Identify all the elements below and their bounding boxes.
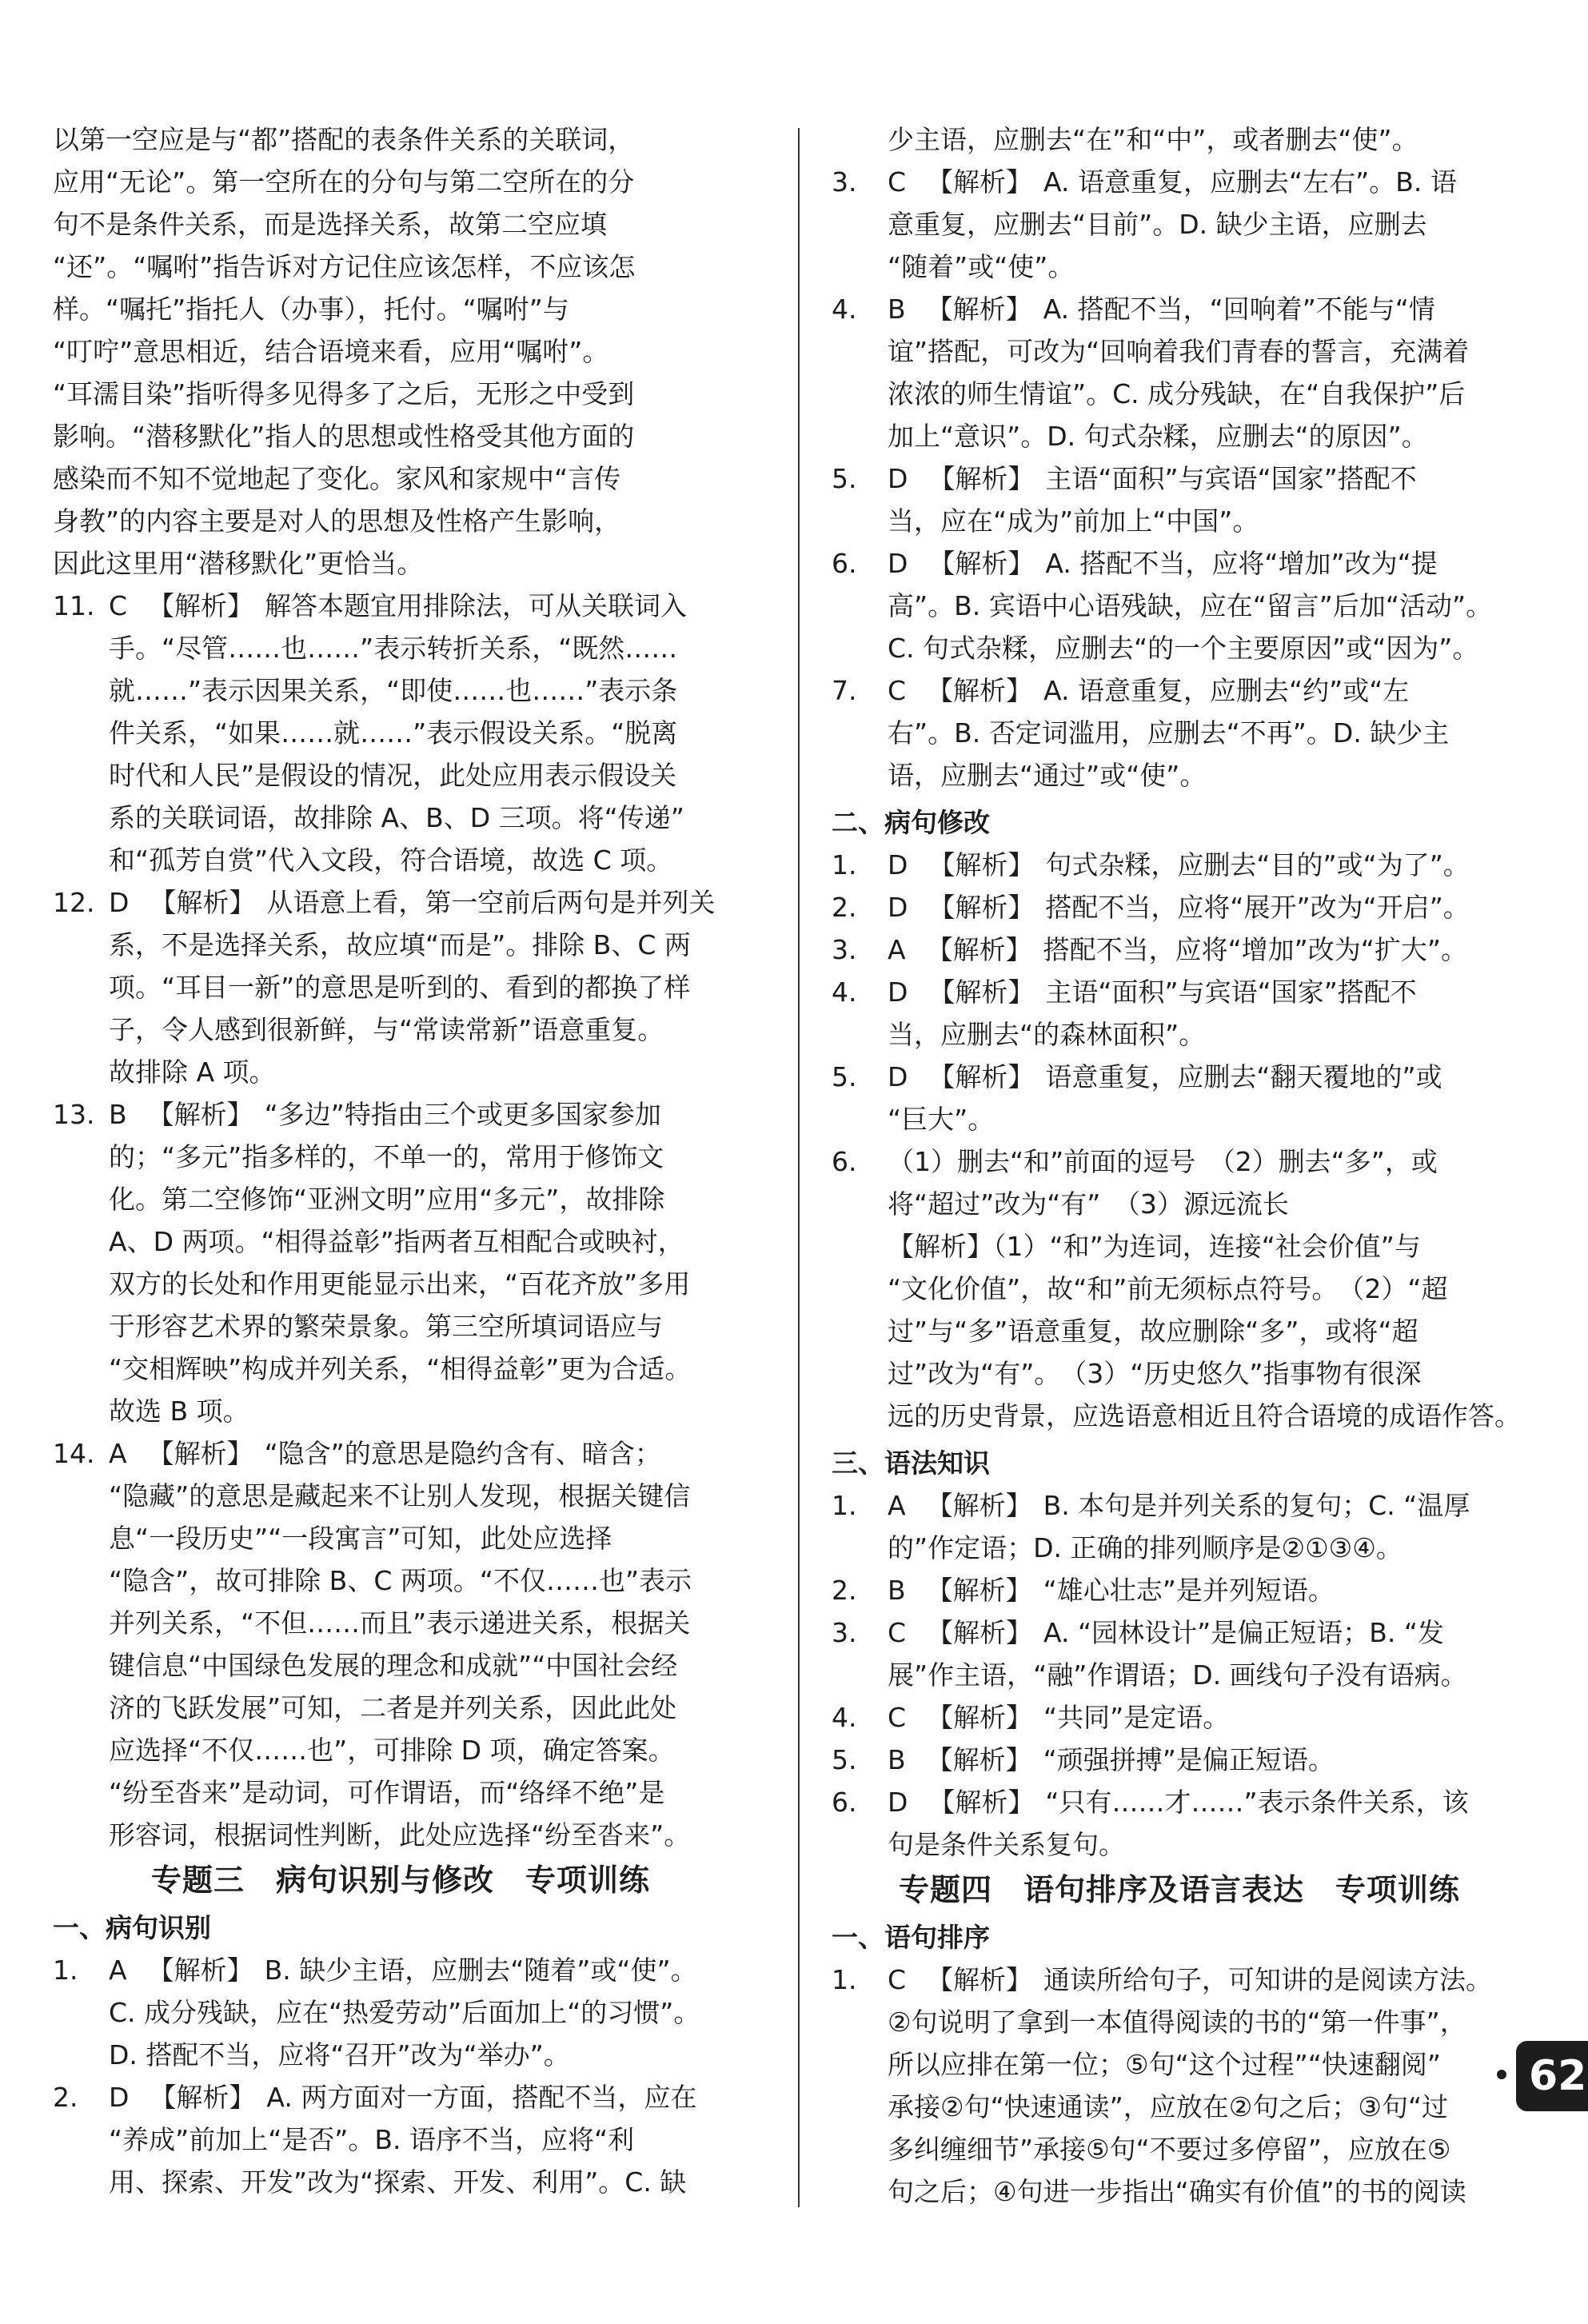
- analysis-tag: 【解析】: [927, 166, 1033, 198]
- text-line: 影响。“潜移默化”指人的思想或性格受其他方面的: [53, 421, 635, 452]
- line-text: A. “园林设计”是偏正短语；B. “发: [1043, 1617, 1444, 1648]
- answer-item: [832, 1569, 1527, 1611]
- item-number: 14.: [53, 1438, 95, 1469]
- item-number: 7.: [832, 675, 857, 706]
- text-line: “耳濡目染”指听得多见得多了之后，无形之中受到: [53, 378, 635, 409]
- analysis-tag: 【解析】: [928, 1787, 1035, 1818]
- analysis-tag: 【解析】: [927, 1964, 1033, 1995]
- answer-letter: D: [888, 976, 908, 1008]
- analysis-tag: 【解析】: [927, 675, 1033, 706]
- item-number: 4.: [832, 1702, 857, 1733]
- line-text: 搭配不当，应将“展开”改为“开启”。: [1045, 892, 1470, 923]
- text-line: D. 搭配不当，应将“召开”改为“举办”。: [109, 2039, 570, 2070]
- answer-letter: C: [888, 1617, 907, 1648]
- line-text: “雄心壮志”是并列短语。: [1043, 1575, 1335, 1606]
- text-line: 系的关联词语，故排除 A、B、D 三项。将“传递”: [109, 802, 684, 833]
- text-line: 将“超过”改为“有” （3）源远流长: [888, 1188, 1289, 1220]
- item-number: 1.: [832, 1964, 857, 1995]
- line-text: A. 两方面对一方面，搭配不当，应在: [266, 2082, 697, 2113]
- text-line: 的”作定语；D. 正确的排列顺序是②①③④。: [888, 1532, 1402, 1563]
- text-line: 以第一空应是与“都”搭配的表条件关系的关联词，: [53, 124, 635, 155]
- text-line: 样。“嘱托”指托人（办事），托付。“嘱咐”与: [53, 293, 569, 325]
- line-text: 语意重复，应删去“翻天覆地的”或: [1045, 1061, 1442, 1092]
- text-line: [888, 886, 1527, 928]
- answer-item: [832, 457, 1527, 542]
- line-text: 解答本题宜用排除法，可从关联词入: [265, 590, 688, 621]
- text-line: [888, 1056, 1527, 1098]
- item-number: 5.: [832, 1061, 857, 1092]
- analysis-tag: 【解析】: [928, 976, 1035, 1008]
- answer-item: [832, 288, 1527, 457]
- text-line: “叮咛”意思相近，结合语境来看，应用“嘱咐”。: [53, 336, 609, 367]
- answer-letter: A: [888, 1490, 906, 1521]
- text-line: “纷至沓来”是动词，可作谓语，而“络绎不绝”是: [109, 1777, 665, 1808]
- answer-letter: D: [888, 548, 908, 579]
- text-line: 远的历史背景，应选语意相近且符合语境的成语作答。: [888, 1400, 1521, 1432]
- text-line: 当，应删去“的森林面积”。: [888, 1019, 1206, 1050]
- answer-item: [832, 1959, 1527, 2213]
- page-dot: [1497, 2070, 1506, 2079]
- line-text: “隐含”的意思是隐约含有、暗含；: [264, 1438, 661, 1469]
- line-text: B. 缺少主语，应删去“随着”或“使”。: [264, 1955, 697, 1986]
- section-heading-2: 二、病句修改: [832, 807, 990, 838]
- answer-item: [832, 971, 1527, 1056]
- answer-letter: C: [888, 675, 907, 706]
- answer-item: [832, 928, 1527, 971]
- text-line: 故排除 A 项。: [109, 1056, 276, 1088]
- text-line: 系，不是选择关系，故应填“而是”。排除 B、C 两: [109, 929, 691, 960]
- text-line: 济的飞跃发展”可知，二者是并列关系，因此此处: [109, 1692, 677, 1723]
- item-number: 6.: [832, 1146, 857, 1177]
- line-text: “共同”是定语。: [1043, 1702, 1230, 1733]
- text-line: [109, 1432, 748, 1475]
- analysis-tag: 【解析】: [148, 590, 254, 621]
- analysis-tag: 【解析】: [147, 1438, 253, 1469]
- text-line: 时代和人民”是假设的情况，此处应用表示假设关: [109, 760, 677, 791]
- text-line: “文化价值”，故“和”前无须标点符号。 （2）“超: [888, 1273, 1448, 1304]
- answer-letter: B: [888, 1575, 906, 1606]
- line-text: 搭配不当，应将“增加”改为“扩大”。: [1043, 934, 1467, 965]
- text-line: [888, 971, 1527, 1013]
- section-heading-1: 一、病句识别: [53, 1912, 211, 1943]
- section-heading-4: 一、语句排序: [832, 1922, 990, 1953]
- answer-list-sentence-identification-right: [832, 161, 1527, 797]
- item-number: 3.: [832, 166, 857, 198]
- text-line: 并列关系，“不但……而且”表示递进关系，根据关: [109, 1607, 691, 1639]
- answer-letter: A: [109, 1438, 127, 1469]
- text-line: [888, 1696, 1527, 1739]
- text-line: 因此这里用“潜移默化”更恰当。: [53, 548, 424, 579]
- line-text: 句式杂糅，应删去“目的”或“为了”。: [1045, 849, 1470, 880]
- answer-item: [53, 1432, 748, 1856]
- answer-item-6-correction: [832, 1140, 1527, 1437]
- text-line: [109, 881, 748, 924]
- continued-line: 少主语，应删去“在”和“中”，或者删去“使”。: [888, 124, 1418, 155]
- text-line: 承接②句“快速通读”，应放在②句之后；③句“过: [888, 2091, 1449, 2122]
- analysis-tag: 【解析】: [926, 1744, 1032, 1775]
- answer-letter: D: [888, 892, 908, 923]
- analysis-tag: 【解析】: [926, 1575, 1032, 1606]
- text-line: C. 成分残缺，应在“热爱劳动”后面加上“的习惯”。: [109, 1997, 700, 2028]
- text-line: 加上“意识”。D. 句式杂糅，应删去“的原因”。: [888, 421, 1428, 452]
- line-text: 主语“面积”与宾语“国家”搭配不: [1045, 976, 1417, 1008]
- text-line: “交相辉映”构成并列关系，“相得益彰”更为合适。: [109, 1353, 692, 1384]
- answer-letter: D: [888, 463, 908, 494]
- text-line: 应用“无论”。第一空所在的分句与第二空所在的分: [53, 166, 635, 198]
- topic-3-title: 专题三 病句识别与修改 专项训练: [150, 1863, 650, 1898]
- text-line: 应选择“不仅……也”，可排除 D 项，确定答案。: [109, 1735, 675, 1766]
- answer-item: [53, 881, 748, 1093]
- item-number: 2.: [53, 2082, 78, 2113]
- analysis-tag: 【解析】: [147, 1099, 253, 1130]
- analysis-tag: 【解析】: [928, 849, 1035, 880]
- text-line: [888, 844, 1527, 886]
- text-line: “隐藏”的意思是藏起来不让别人发现，根据关键信: [109, 1480, 691, 1511]
- line-text: A. 语意重复，应删去“约”或“左: [1043, 675, 1410, 706]
- item-number: 1.: [832, 849, 857, 880]
- text-line: [888, 288, 1527, 330]
- answer-letter: B: [109, 1099, 127, 1130]
- text-line: 过”与“多”语意重复，故应删除“多”，或将“超: [888, 1316, 1418, 1347]
- text-line: 和“孤芳自赏”代入文段，符合语境，故选 C 项。: [109, 845, 673, 876]
- analysis-tag: 【解析】: [926, 1490, 1032, 1521]
- item-number: 1.: [53, 1955, 78, 1986]
- answer-list-sentence-ordering: [832, 1959, 1527, 2213]
- text-line: [888, 669, 1527, 712]
- intro-paragraph: [53, 118, 748, 585]
- item-number: 5.: [832, 1744, 857, 1775]
- answer-letter: A: [109, 1955, 127, 1986]
- text-line: 句不是条件关系，而是选择关系，故第二空应填: [53, 209, 607, 240]
- line-text: 从语意上看，第一空前后两句是并列关: [266, 887, 716, 918]
- analysis-tag: 【解析】: [926, 293, 1032, 325]
- text-line: [109, 2076, 748, 2118]
- text-line: 展”作主语，“融”作谓语；D. 画线句子没有语病。: [888, 1659, 1467, 1691]
- text-line: （1）删去“和”前面的逗号 （2）删去“多”，或: [888, 1146, 1438, 1177]
- text-line: 浓浓的师生情谊”。C. 成分残缺，在“自我保护”后: [888, 378, 1466, 409]
- text-line: [888, 1959, 1527, 2001]
- text-line: C. 句式杂糅，应删去“的一个主要原因”或“因为”。: [888, 633, 1479, 664]
- text-line: 形容词，根据词性判断，此处应选择“纷至沓来”。: [109, 1819, 691, 1851]
- text-line: [888, 457, 1527, 500]
- answer-letter: D: [888, 1061, 908, 1092]
- answer-letter: D: [888, 849, 908, 880]
- text-line: 手。“尽管……也……”表示转折关系，“既然……: [109, 633, 678, 664]
- answer-item: [832, 886, 1527, 928]
- text-line: 高”。B. 宾语中心语残缺，应在“留言”后加“活动”。: [888, 590, 1493, 621]
- text-line: “养成”前加上“是否”。B. 语序不当，应将“利: [109, 2124, 635, 2155]
- text-line: 故选 B 项。: [109, 1396, 249, 1427]
- text-line: 化。第二空修饰“亚洲文明”应用“多元”，故排除: [109, 1184, 665, 1215]
- answer-item: [832, 1056, 1527, 1140]
- page-number: 62: [1516, 2041, 1588, 2111]
- text-line: 于形容艺术界的繁荣景象。第三空所填词语应与: [109, 1311, 663, 1342]
- item-number: 12.: [53, 887, 95, 918]
- text-line: “随着”或“使”。: [888, 251, 1075, 282]
- answer-item: [832, 1484, 1527, 1569]
- text-line: 句是条件关系复句。: [888, 1829, 1125, 1860]
- text-line: 息“一段历史”“一段寓言”可知，此处应选择: [109, 1523, 612, 1554]
- text-line: 项。“耳目一新”的意思是听到的、看到的都换了样: [109, 972, 691, 1003]
- text-line: [888, 1569, 1527, 1611]
- answer-letter: D: [888, 1787, 908, 1818]
- topic-4-title: 专题四 语句排序及语言表达 专项训练: [898, 1872, 1460, 1907]
- item-number: 1.: [832, 1490, 857, 1521]
- answer-item: [53, 1093, 748, 1432]
- item-number: 11.: [53, 590, 95, 621]
- text-line: 右”。B. 否定词滥用，应删去“不再”。D. 缺少主: [888, 717, 1450, 749]
- analysis-tag: 【解析】: [928, 892, 1035, 923]
- text-line: ②句说明了拿到一本值得阅读的书的“第一件事”，: [888, 2007, 1466, 2038]
- text-line: 键信息“中国绿色发展的理念和成就”“中国社会经: [109, 1650, 678, 1681]
- answer-letter: C: [888, 166, 907, 198]
- text-line: [888, 1781, 1527, 1823]
- answer-letter: C: [888, 1964, 907, 1995]
- text-line: 用、探索、开发”改为“探索、开发、利用”。C. 缺: [109, 2166, 687, 2198]
- text-line: 句之后；④句进一步指出“确实有价值”的书的阅读: [888, 2176, 1466, 2207]
- section-heading-3: 三、语法知识: [832, 1448, 990, 1479]
- text-line: 就……”表示因果关系，“即使……也……”表示条: [109, 675, 678, 706]
- text-line: 【解析】（1）“和”为连词，连接“社会价值”与: [888, 1231, 1421, 1262]
- text-line: [109, 1949, 748, 1991]
- line-text: “多边”特指由三个或更多国家参加: [264, 1099, 661, 1130]
- item-number: 13.: [53, 1099, 95, 1130]
- line-text: A. 语意重复，应删去“左右”。B. 语: [1043, 166, 1457, 198]
- answer-item: [832, 161, 1527, 288]
- line-text: 通读所给句子，可知讲的是阅读方法。: [1043, 1964, 1493, 1995]
- answer-letter: D: [109, 2082, 130, 2113]
- item-number: 2.: [832, 1575, 857, 1606]
- answer-letter: C: [888, 1702, 907, 1733]
- text-line: [888, 542, 1527, 585]
- text-line: [888, 928, 1527, 971]
- text-line: A、D 两项。“相得益彰”指两者互相配合或映衬，: [109, 1226, 684, 1257]
- answer-item: [832, 1696, 1527, 1739]
- left-column: [53, 118, 748, 2203]
- line-text: A. 搭配不当，“回响着”不能与“情: [1043, 293, 1435, 325]
- answer-letter: C: [109, 590, 128, 621]
- line-text: B. 本句是并列关系的复句；C. “温厚: [1043, 1490, 1470, 1521]
- text-line: 当，应在“成为”前加上“中国”。: [888, 505, 1259, 537]
- answer-item: [832, 844, 1527, 886]
- text-line: 所以应排在第一位；⑤句“这个过程”“快速翻阅”: [888, 2049, 1441, 2080]
- answer-item: [53, 2076, 748, 2203]
- text-line: [888, 1611, 1527, 1654]
- text-line: 意重复，应删去“目前”。D. 缺少主语，应删去: [888, 209, 1427, 240]
- text-line: [109, 1093, 748, 1136]
- answer-list-sentence-identification-left: [53, 1949, 748, 2203]
- line-text: A. 搭配不当，应将“增加”改为“提: [1045, 548, 1438, 579]
- item-number: 3.: [832, 1617, 857, 1648]
- analysis-tag: 【解析】: [927, 1617, 1033, 1648]
- text-line: 双方的长处和作用更能显示出来，“百花齐放”多用: [109, 1268, 691, 1300]
- answer-item: [832, 1781, 1527, 1866]
- text-line: 的；“多元”指多样的，不单一的，常用于修饰文: [109, 1141, 664, 1172]
- text-line: [888, 1484, 1527, 1527]
- text-line: 多纠缠细节”承接⑤句“不要过多停留”，应放在⑤: [888, 2134, 1451, 2165]
- answer-item: [53, 1949, 748, 2076]
- text-line: 过”改为“有”。 （3）“历史悠久”指事物有很深: [888, 1358, 1422, 1389]
- item-number: 2.: [832, 892, 857, 923]
- analysis-tag: 【解析】: [928, 548, 1035, 579]
- text-line: “还”。“嘱咐”指告诉对方记住应该怎样，不应该怎: [53, 251, 636, 282]
- item-number: 6.: [832, 1787, 857, 1818]
- line-text: 主语“面积”与宾语“国家”搭配不: [1045, 463, 1417, 494]
- analysis-tag: 【解析】: [926, 934, 1032, 965]
- text-line: [888, 1739, 1527, 1781]
- answer-item: [53, 585, 748, 881]
- answer-item: [832, 1611, 1527, 1696]
- answer-letter: B: [888, 293, 906, 325]
- text-line: 感染而不知不觉地起了变化。家风和家规中“言传: [53, 463, 621, 494]
- item-number: 5.: [832, 463, 857, 494]
- text-line: “隐含”，故可排除 B、C 两项。“不仅……也”表示: [109, 1565, 692, 1596]
- item-number: 6.: [832, 548, 857, 579]
- item-number: 4.: [832, 293, 857, 325]
- text-line: [109, 585, 748, 627]
- answer-item: [832, 669, 1527, 797]
- text-line: “巨大”。: [888, 1104, 995, 1135]
- text-line: 件关系，“如果……就……”表示假设关系。“脱离: [109, 717, 678, 749]
- analysis-tag: 【解析】: [147, 1955, 253, 1986]
- line-text: “只有……才……”表示条件关系，该: [1045, 1787, 1469, 1818]
- answer-item: [832, 1739, 1527, 1781]
- text-line: 子，令人感到很新鲜，与“常读常新”语意重复。: [109, 1014, 664, 1045]
- line-text: “顽强拼搏”是偏正短语。: [1043, 1744, 1335, 1775]
- analysis-tag: 【解析】: [928, 1061, 1035, 1092]
- answer-letter: A: [888, 934, 906, 965]
- analysis-tag: 【解析】: [927, 1702, 1033, 1733]
- text-line: 身教”的内容主要是对人的思想及性格产生影响，: [53, 505, 621, 537]
- right-column: [832, 118, 1527, 2213]
- item-number: 3.: [832, 934, 857, 965]
- item-number: 4.: [832, 976, 857, 1008]
- answer-list-left: [53, 585, 748, 1856]
- answer-item: [832, 542, 1527, 669]
- analysis-tag: 【解析】: [150, 2082, 256, 2113]
- analysis-tag: 【解析】: [928, 463, 1035, 494]
- text-line: 谊”搭配，可改为“回响着我们青春的誓言，充满着: [888, 336, 1470, 367]
- answer-letter: B: [888, 1744, 906, 1775]
- text-line: 语，应删去“通过”或“使”。: [888, 760, 1207, 791]
- analysis-tag: 【解析】: [150, 887, 256, 918]
- text-line: [888, 161, 1527, 203]
- answer-letter: D: [109, 887, 130, 918]
- answer-list-sentence-correction: [832, 844, 1527, 1140]
- column-divider: [798, 128, 800, 2207]
- answer-list-grammar: [832, 1484, 1527, 1866]
